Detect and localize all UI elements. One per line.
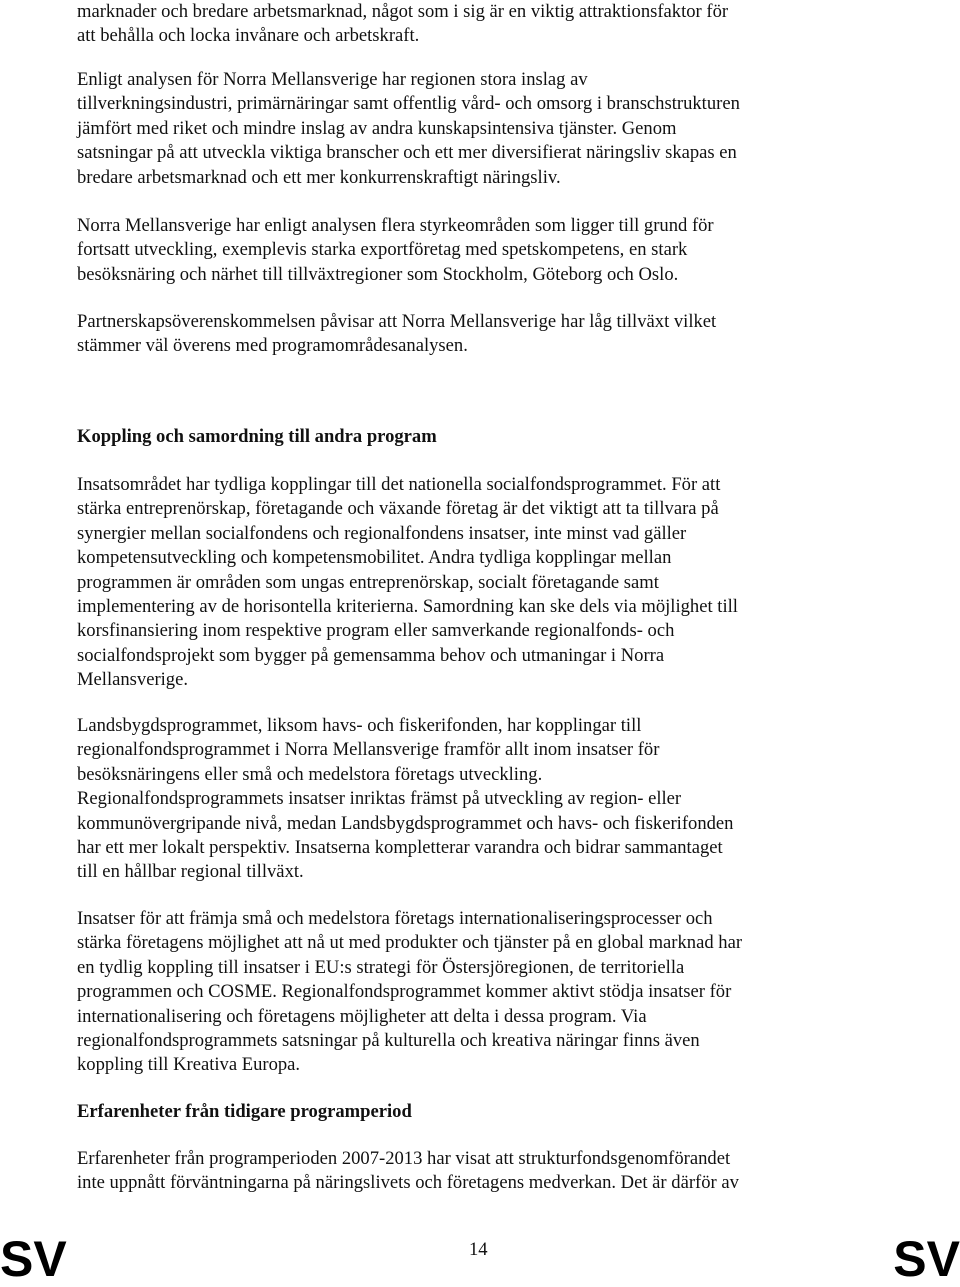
text-line: till en hållbar regional tillväxt. [77,861,304,883]
text-line: Partnerskapsöverenskommelsen påvisar att Norra Mellansverige har låg tillväxt vilket [77,311,717,332]
text-line: programmen och COSME. Regionalfondsprogrammet kommer aktivt stödja insatser för [77,981,732,1003]
text-line: stämmer väl överens med programområdesanalysen. [77,335,468,357]
paragraph-internationalisation [77,907,742,1078]
text-line: regionalfondsprogrammet i Norra Mellansverige framför allt inom insatser för [77,739,660,761]
paragraph-experience [77,1147,739,1196]
text-line: internationalisering och företagens möjligheter att delta i dessa program. Via [77,1005,647,1027]
text-line: jämfört med riket och mindre inslag av andra kunskapsintensiva tjänster. Genom [77,117,677,139]
text-line: koppling till Kreativa Europa. [77,1054,301,1076]
text-line: Landsbygdsprogrammet, liksom havs- och fiskerifonden, har kopplingar till [77,715,642,736]
text-line: fortsatt utveckling, exemplevis starka exportföretag med spetskompetens, en stark [77,239,688,261]
language-code-left: SV [0,1231,67,1287]
text-line: stärka entreprenörskap, företagande och växande företag är det viktigt att ta tillvara på [77,498,719,520]
text-line: regionalfondsprogrammets satsningar på kulturella och kreativa näringar finns även [77,1030,700,1052]
text-line: besöksnäringens eller små och medelstora företags utveckling. [77,763,543,785]
paragraph-partnership [77,310,716,359]
text-line: marknader och bredare arbetsmarknad, något som i sig är en viktig attraktionsfaktor för [77,1,729,22]
text-line: kompetensutveckling och kompetensmobilitet. Andra tydliga kopplingar mellan [77,547,672,569]
text-line: Insatser för att främja små och medelstora företags internationaliseringsprocesser och [77,908,713,929]
section-heading-experience: Erfarenheter från tidigare programperiod [77,1101,412,1122]
text-line: inte uppnått förväntningarna på näringslivets och företagens medverkan. Det är därför av [77,1172,739,1194]
paragraph-analysis [77,68,740,190]
paragraph-strengths [77,214,714,287]
page-number: 14 [469,1239,488,1260]
text-line: tillverkningsindustri, primärnäringar samt offentlig vård- och omsorg i branschstrukturen [77,93,740,115]
paragraph-social-fund [77,473,738,693]
text-line: stärka företagens möjlighet att nå ut med produkter och tjänster på en global marknad har [77,932,743,954]
language-code-right: SV [893,1231,960,1287]
text-line: Mellansverige. [77,669,189,691]
text-line: synergier mellan socialfondens och regionalfondens insatser, inte minst vad gäller [77,522,687,544]
text-line: kommunövergripande nivå, medan Landsbygdsprogrammet och havs- och fiskerifonden [77,812,734,834]
text-line: satsningar på att utveckla viktiga branscher och ett mer diversifierat näringsliv skapas en [77,142,737,164]
text-line: har ett mer lokalt perspektiv. Insatserna kompletterar varandra och bidrar sammantaget [77,837,723,859]
text-line: bredare arbetsmarknad och ett mer konkurrenskraftigt näringsliv. [77,166,561,188]
text-line: Insatsområdet har tydliga kopplingar till det nationella socialfondsprogrammet. För att [77,474,721,495]
paragraph-rural-program [77,714,733,885]
text-line: besöksnäring och närhet till tillväxtregioner som Stockholm, Göteborg och Oslo. [77,263,679,285]
text-line: programmen är områden som ungas entreprenörskap, socialt företagande samt [77,571,659,593]
text-line: socialfondsprojekt som bygger på gemensamma behov och utmaningar i Norra [77,644,665,666]
text-line: en tydlig koppling till insatser i EU:s strategi för Östersjöregionen, de territoriella [77,956,685,978]
section-heading-coordination: Koppling och samordning till andra program [77,426,437,447]
text-line: Regionalfondsprogrammets insatser inriktas främst på utveckling av region- eller [77,788,682,810]
paragraph-attractiveness [77,0,728,49]
text-line: Norra Mellansverige har enligt analysen flera styrkeområden som ligger till grund för [77,215,714,236]
text-line: Enligt analysen för Norra Mellansverige har regionen stora inslag av [77,69,588,90]
text-line: implementering av de horisontella kriterierna. Samordning kan ske dels via möjlighet till [77,596,738,618]
text-line: korsfinansiering inom respektive program eller samverkande regionalfonds- och [77,620,675,642]
text-line: att behålla och locka invånare och arbetskraft. [77,25,420,47]
text-line: Erfarenheter från programperioden 2007-2013 har visat att strukturfondsgenomförandet [77,1148,731,1169]
